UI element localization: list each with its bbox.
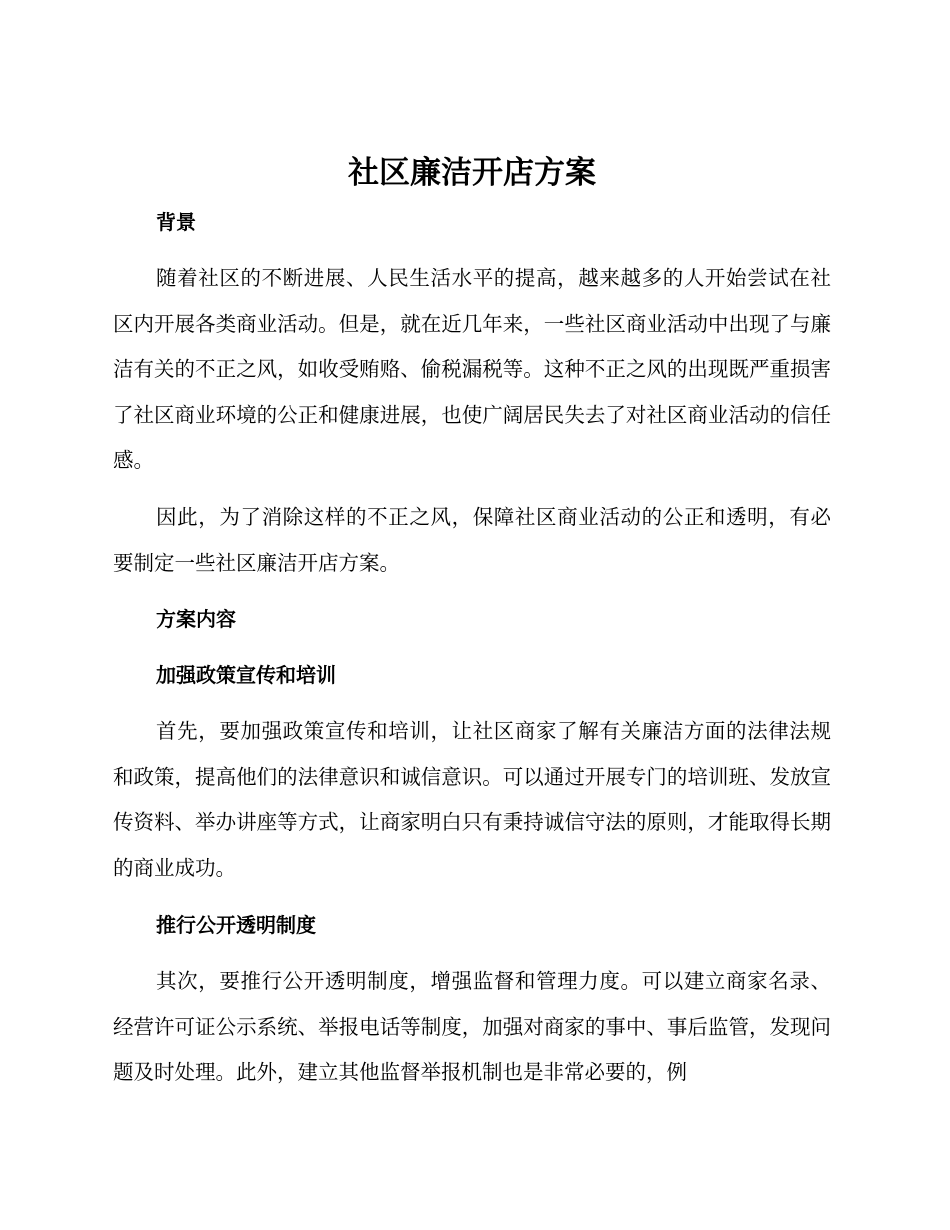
section-heading-background: 背景 (156, 210, 196, 234)
paragraph-background-2: 因此，为了消除这样的不正之风，保障社区商业活动的公正和透明，有必要制定一些社区廉洁开店方案。 (113, 505, 831, 575)
document-title: 社区廉洁开店方案 (348, 155, 596, 191)
subsection-heading-policy: 加强政策宣传和培训 (156, 663, 336, 687)
paragraph-background-1: 随着社区的不断进展、人民生活水平的提高，越来越多的人开始尝试在社区内开展各类商业活动。但是，就在近几年来，一些社区商业活动中出现了与廉洁有关的不正之风，如收受贿赂、偷税漏税等。这种不正之风的出现既严重损害了社区商业环境的公正和健康进展，也使广阔居民失去了对社区商业活动的信任感。 (113, 266, 831, 472)
subsection-heading-transparency: 推行公开透明制度 (156, 913, 316, 937)
paragraph-policy: 首先，要加强政策宣传和培训，让社区商家了解有关廉洁方面的法律法规和政策，提高他们的法律意识和诚信意识。可以通过开展专门的培训班、发放宣传资料、举办讲座等方式，让商家明白只有秉持诚信守法的原则，才能取得长期的商业成功。 (113, 719, 831, 880)
section-heading-plan: 方案内容 (156, 607, 236, 631)
paragraph-transparency: 其次，要推行公开透明制度，增强监督和管理力度。可以建立商家名录、经营许可证公示系统、举报电话等制度，加强对商家的事中、事后监管，发现问题及时处理。此外，建立其他监督举报机制也是非常必要的，例 (113, 969, 831, 1084)
